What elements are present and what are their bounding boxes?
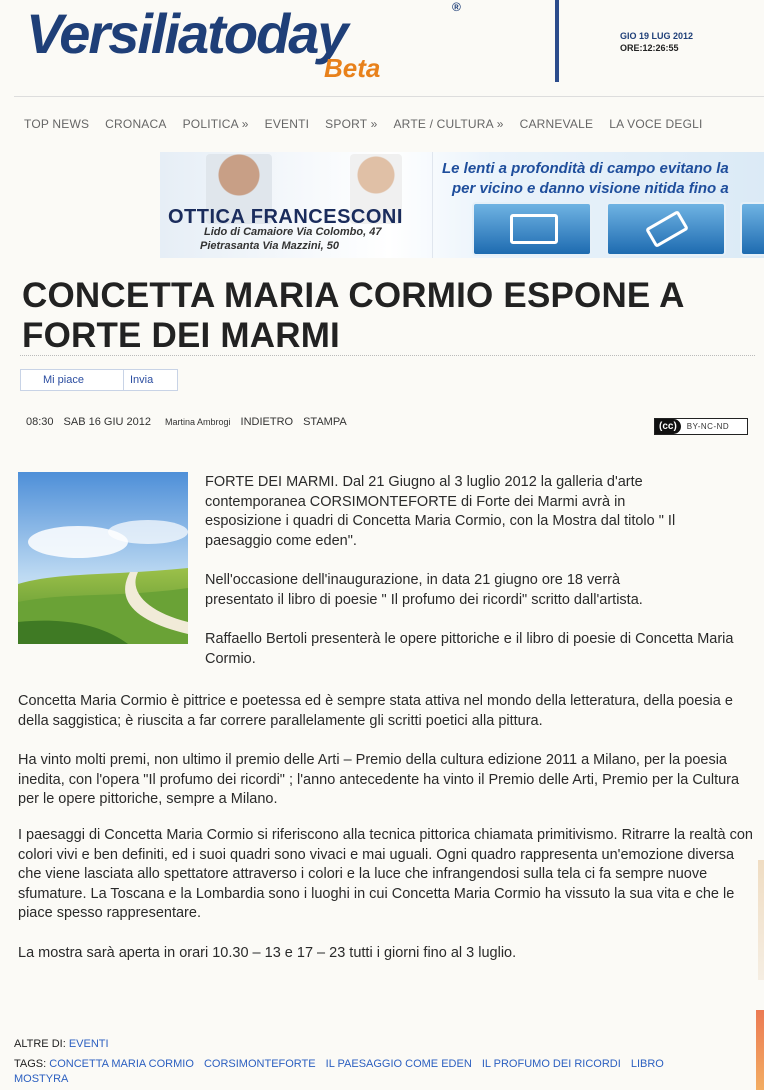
monitor-icon: [510, 214, 558, 244]
article-paragraph: Ha vinto molti premi, non ultimo il premio delle Arti – Premio della cultura edizione 2011 a Milano, per la poesia inedita, con l'opera "Il profumo dei ricordi" ; l'anno antecedente ha vinto il Premio delle Arti, Premio per la Cultura per le opere pittoriche, sempre a Milano.: [18, 752, 740, 807]
license-badge[interactable]: [654, 418, 748, 435]
nav-item-top-news[interactable]: TOP NEWS: [24, 117, 90, 131]
article-paragraph: Raffaello Bertoli presenterà le opere pittoriche e il libro di poesie di Concetta Maria Cormio.: [205, 631, 734, 667]
article-paragraph: FORTE DEI MARMI. Dal 21 Giugno al 3 luglio 2012 la galleria d'arte contemporanea CORSIMONTEFORTE di Forte dei Marmi avrà in esposizione i quadri di Concetta Maria Cormio, con la Mostra dal titolo " Il paesaggio come eden".: [205, 474, 676, 549]
license-text: BY-NC-ND: [686, 422, 730, 431]
tags-label: TAGS:: [14, 1058, 47, 1070]
sidebar-edge-accent: [756, 1010, 764, 1090]
nav-item-cronaca[interactable]: CRONACA: [105, 117, 167, 131]
ad-tile-monitor: [472, 202, 592, 256]
article-date: SAB 16 GIU 2012: [63, 416, 151, 428]
print-link[interactable]: STAMPA: [303, 416, 347, 428]
social-buttons: [20, 369, 178, 391]
ad-tagline-2: per vicino e danno visione nitida fino a: [452, 180, 729, 197]
article-meta: [26, 416, 347, 428]
tag-link[interactable]: CORSIMONTEFORTE: [203, 1058, 316, 1070]
header-datetime: [620, 30, 693, 54]
title-divider: [20, 355, 755, 356]
logo-beta: Beta: [324, 53, 381, 83]
header-time: ORE:12:26:55: [620, 43, 679, 53]
logo-registered-mark: ®: [452, 0, 461, 14]
back-link[interactable]: INDIETRO: [240, 416, 294, 428]
ad-banner[interactable]: [160, 152, 764, 258]
book-icon: [645, 210, 689, 248]
ad-shop-name: OTTICA FRANCESCONI: [168, 206, 403, 228]
more-from-section: [14, 1038, 109, 1050]
article-paragraph: Nell'occasione dell'inaugurazione, in data 21 giugno ore 18 verrà presentato il libro di poesie " Il profumo dei ricordi" scritto dall'artista.: [205, 572, 643, 608]
tag-link[interactable]: LIBRO: [630, 1058, 664, 1070]
tag-link[interactable]: MOSTYRA: [14, 1073, 69, 1085]
send-button[interactable]: Invia: [124, 369, 178, 391]
article-image: [18, 472, 188, 644]
header-date: GIO 19 LUG 2012: [620, 31, 694, 41]
ad-address-2: Pietrasanta Via Mazzini, 50: [200, 240, 339, 252]
like-button[interactable]: Mi piace: [20, 369, 124, 391]
header-rule: [14, 96, 764, 97]
nav-item-arte-cultura[interactable]: ARTE / CULTURA »: [393, 117, 504, 131]
article-title: CONCETTA MARIA CORMIO ESPONE A FORTE DEI MARMI: [22, 276, 684, 355]
creative-commons-icon: (cc): [655, 419, 681, 434]
article-author[interactable]: Martina Ambrogi: [164, 417, 231, 427]
ad-tile-3: [740, 202, 764, 256]
article-paragraph: Concetta Maria Cormio è pittrice e poetessa ed è sempre stata attiva nel mondo della letteratura, della poesia e della saggistica; è riuscita a far correre parallelamente gli scritti poetici alla pittura.: [18, 693, 733, 729]
landscape-painting: [18, 472, 188, 644]
article-paragraph: La mostra sarà aperta in orari 10.30 – 13 e 17 – 23 tutti i giorni fino al 3 luglio.: [18, 945, 517, 961]
nav-item-sport[interactable]: SPORT »: [325, 117, 378, 131]
article-paragraph: I paesaggi di Concetta Maria Cormio si riferiscono alla tecnica pittorica chiamata primitivismo. Ritrarre la realtà con colori vivi e ben definiti, ed i suoi quadri sono vivaci e mai uguali. Ogni quadro rappresenta un'emozione diversa che viene lasciata allo spettatore attraverso i colori e la luce che infrangendosi sulla tela ci fa sempre nuove sfumature. La Toscana e la Lombardia sono i luoghi in cui Concetta Maria Cormio ha vissuto la sua vita e che le piace spesso rappresentare.: [18, 827, 753, 921]
tag-link[interactable]: IL PAESAGGIO COME EDEN: [325, 1058, 472, 1070]
ad-tagline-1: Le lenti a profondità di campo evitano la: [442, 160, 729, 177]
nav-item-carnevale[interactable]: CARNEVALE: [519, 117, 594, 131]
ad-address-1: Lido di Camaiore Via Colombo, 47: [204, 226, 382, 238]
nav-item-eventi[interactable]: EVENTI: [264, 117, 310, 131]
tag-list: [14, 1057, 714, 1087]
site-logo[interactable]: [22, 0, 472, 92]
nav-item-politica[interactable]: POLITICA »: [182, 117, 249, 131]
tag-link[interactable]: CONCETTA MARIA CORMIO: [49, 1058, 194, 1070]
ad-tile-book: [606, 202, 726, 256]
tag-link[interactable]: IL PROFUMO DEI RICORDI: [481, 1058, 621, 1070]
main-nav: [24, 117, 764, 131]
article-time: 08:30: [26, 416, 54, 428]
sidebar-edge: [758, 860, 764, 980]
nav-item-la-voce[interactable]: LA VOCE DEGLI: [609, 117, 703, 131]
more-from-link-eventi[interactable]: EVENTI: [68, 1038, 109, 1050]
more-from-label: ALTRE DI:: [14, 1038, 66, 1050]
header-divider: [555, 0, 559, 82]
logo-text: Versiliatoday: [26, 2, 347, 65]
ad-separator: [432, 152, 433, 258]
